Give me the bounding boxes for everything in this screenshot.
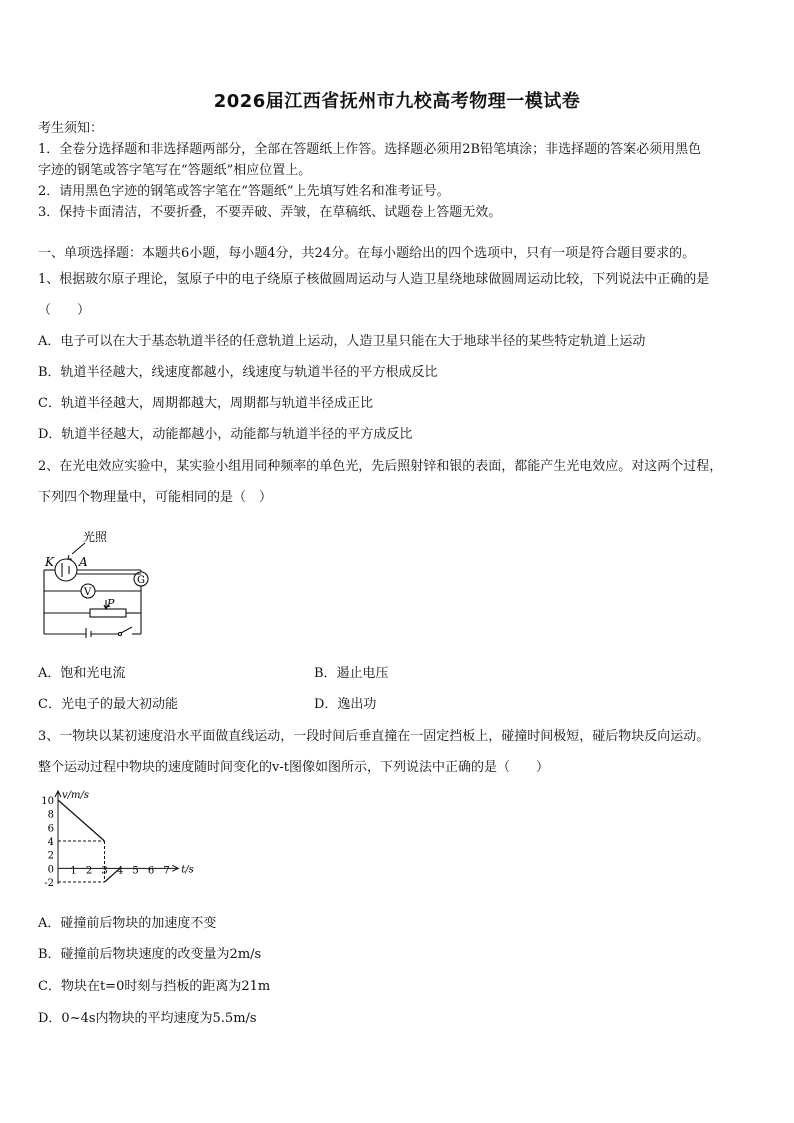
q1-stem-bracket: （ ） xyxy=(38,303,91,318)
x-tick-label: 6 xyxy=(147,865,155,877)
light-arrow xyxy=(72,543,85,554)
page-title: 2026届江西省抚州市九校高考物理一模试卷 xyxy=(213,91,581,112)
q1-stem: 1、根据玻尔原子理论，氢原子中的电子绕原子核做圆周运动与人造卫星绕地球做圆周运动比较，下列说法中正确的是 xyxy=(38,272,710,287)
series-line-1 xyxy=(58,800,105,841)
y-tick-label: -2 xyxy=(44,878,54,889)
y-tick-label: 10 xyxy=(41,796,54,807)
x-tick-label: 7 xyxy=(163,865,170,877)
photoelectric-circuit-diagram xyxy=(38,526,158,638)
y-axis-label: v/m/s xyxy=(62,790,90,801)
x-tick-label: 5 xyxy=(132,865,139,877)
notice-item-1-cont: 字迹的钢笔或答字笔写在“答题纸”相应位置上。 xyxy=(38,163,312,178)
q2-option-a: A．饱和光电流 xyxy=(38,666,126,681)
q2-option-d: D．逸出功 xyxy=(314,697,377,712)
q3-stem: 3、一物块以某初速度沿水平面做直线运动，一段时间后垂直撞在一固定挡板上，碰撞时间极短，碰后物块反向运动。 xyxy=(38,729,710,744)
q3-option-a: A．碰撞前后物块的加速度不变 xyxy=(38,916,217,931)
q2-stem: 2、在光电效应实验中，某实验小组用同种频率的单色光，先后照射锌和银的表面，都能产生光电效应。对这两个过程， xyxy=(38,459,723,474)
vt-graph xyxy=(38,788,198,896)
q2-stem-cont: 下列四个物理量中，可能相同的是（ ） xyxy=(38,490,273,505)
cathode-label: K xyxy=(45,555,54,569)
q1-option-d: D．轨道半径越大，动能都越小，动能都与轨道半径的平方成反比 xyxy=(38,427,413,442)
x-tick-label: 2 xyxy=(85,865,93,877)
q1-option-b: B．轨道半径越大，线速度都越小，线速度与轨道半径的平方根成反比 xyxy=(38,365,438,380)
notice-heading: 考生须知： xyxy=(38,121,104,136)
rheostat xyxy=(90,609,126,617)
x-tick-label: 3 xyxy=(101,865,108,877)
notice-item-3: 3．保持卡面清洁，不要折叠，不要弄破、弄皱，在草稿纸、试题卷上答题无效。 xyxy=(38,205,502,220)
notice-item-2: 2．请用黑色字迹的钢笔或答字笔在“答题纸”上先填写姓名和准考证号。 xyxy=(38,184,450,199)
q1-option-c: C．轨道半径越大，周期都越大，周期都与轨道半径成正比 xyxy=(38,396,373,411)
y-tick-label: 0 xyxy=(47,864,54,876)
notice-item-1: 1．全卷分选择题和非选择题两部分，全部在答题纸上作答。选择题必须用2B铅笔填涂；非选择题的答案必须用黑色 xyxy=(38,142,702,157)
light-label: 光照 xyxy=(83,530,108,544)
phototube xyxy=(55,559,77,581)
q2-option-c: C．光电子的最大初动能 xyxy=(38,697,178,712)
y-tick-label: 2 xyxy=(47,850,54,862)
q3-option-d: D．0~4s内物块的平均速度为5.5m/s xyxy=(38,1011,257,1026)
y-tick-label: 8 xyxy=(47,809,54,821)
q3-option-c: C．物块在t=0时刻与挡板的距离为21m xyxy=(38,979,271,994)
q2-option-b: B．遏止电压 xyxy=(314,666,389,681)
q1-option-a: A．电子可以在大于基态轨道半径的任意轨道上运动，人造卫星只能在大于地球半径的某些特定轨道上运动 xyxy=(38,334,646,349)
voltmeter-label: V xyxy=(84,587,92,598)
y-tick-label: 4 xyxy=(47,837,54,848)
section-heading: 一、单项选择题：本题共6小题，每小题4分，共24分。在每小题给出的四个选项中，只有一项是符合题目要求的。 xyxy=(38,246,696,261)
galvanometer-label: G xyxy=(137,575,145,586)
x-tick-label: 4 xyxy=(116,865,124,877)
x-axis-label: t/s xyxy=(181,864,194,876)
q3-stem-cont: 整个运动过程中物块的速度随时间变化的v-t图像如图所示，下列说法中正确的是（ ） xyxy=(38,760,549,775)
y-tick-label: 6 xyxy=(47,823,54,835)
anode-label: A xyxy=(79,555,88,569)
q3-option-b: B．碰撞前后物块速度的改变量为2m/s xyxy=(38,947,262,962)
x-tick-label: 1 xyxy=(70,865,77,877)
slider-label: P xyxy=(107,597,115,610)
